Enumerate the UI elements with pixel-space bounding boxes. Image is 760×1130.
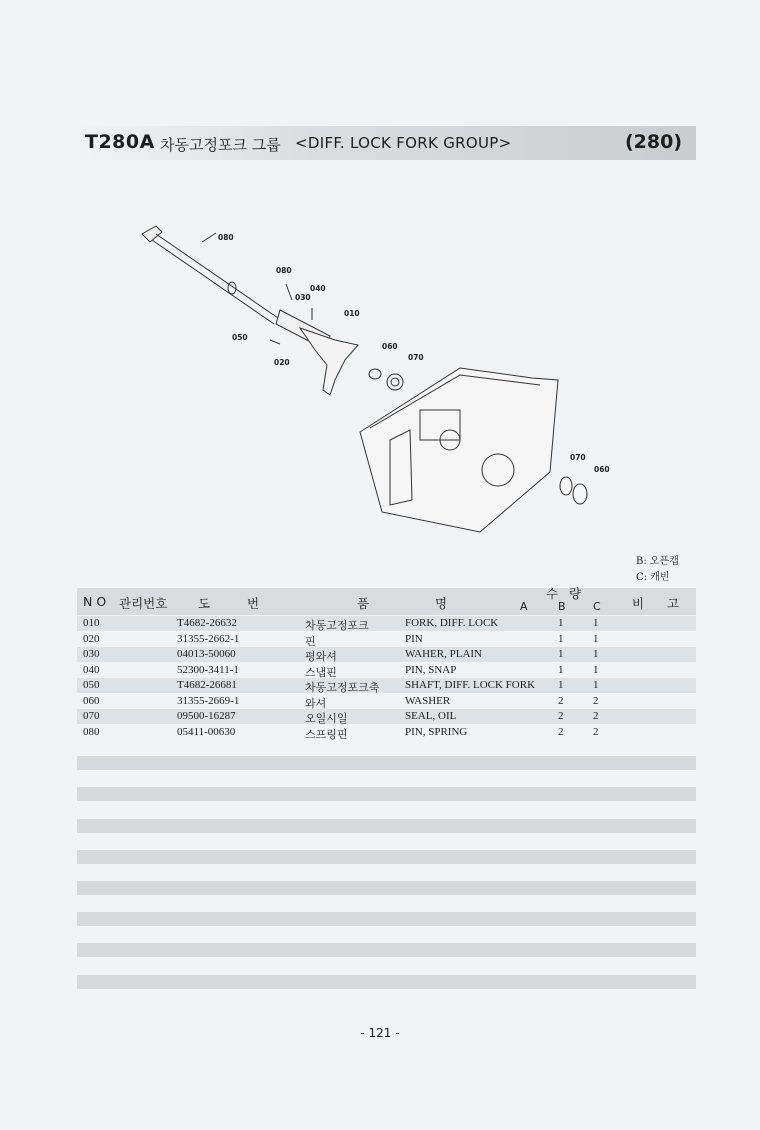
header-item-1: 품: [357, 596, 370, 611]
exploded-parts-diagram: [120, 200, 640, 540]
empty-row-band: [77, 850, 696, 864]
table-row: [77, 694, 696, 709]
empty-row-band: [77, 975, 696, 989]
header-remarks-2: 고: [667, 596, 680, 611]
table-row: [77, 632, 696, 647]
header-no: N O: [83, 594, 107, 609]
header-drawing-2: 번: [247, 596, 260, 611]
cell-name-en: WAHER, PLAIN: [405, 648, 482, 660]
cell-name-kr: 핀: [305, 635, 316, 648]
empty-row-band: [77, 912, 696, 926]
empty-row-band: [77, 819, 696, 833]
cell-qty-c: 1: [593, 663, 599, 676]
cell-qty-b: 2: [558, 725, 564, 738]
page-number: - 121 -: [360, 1026, 400, 1040]
cell-qty-b: 1: [558, 648, 564, 660]
cell-no: 030: [83, 648, 100, 660]
cell-qty-c: 1: [593, 648, 599, 660]
callout-label: 080: [276, 266, 292, 275]
callout-label: 060: [382, 342, 398, 351]
cell-no: 020: [83, 632, 100, 645]
header-drawing-1: 도: [198, 596, 211, 611]
cell-qty-c: 2: [593, 710, 599, 722]
cell-name-en: SEAL, OIL: [405, 710, 457, 722]
cell-name-en: PIN, SPRING: [405, 725, 468, 738]
callout-label: 020: [274, 358, 290, 367]
cell-name-en: SHAFT, DIFF. LOCK FORK: [405, 679, 536, 691]
header-item-2: 명: [435, 596, 448, 611]
table-row: [77, 663, 696, 678]
cell-name-en: WASHER: [405, 694, 451, 707]
cell-no: 070: [83, 710, 100, 722]
cell-name-kr: 평와셔: [305, 651, 337, 663]
transmission-case-drawing: [360, 368, 587, 532]
group-title-en: <DIFF. LOCK FORK GROUP>: [295, 134, 512, 152]
title-bar: [77, 126, 696, 160]
cell-qty-b: 1: [558, 663, 564, 676]
cell-qty-b: 1: [558, 617, 564, 629]
cell-name-kr: 와셔: [305, 697, 327, 710]
table-row: [77, 616, 696, 631]
cell-qty-c: 1: [593, 632, 599, 645]
cell-qty-b: 2: [558, 694, 564, 707]
cell-drawing-no: T4682-26632: [177, 617, 237, 629]
cell-name-kr: 스냅핀: [305, 666, 337, 679]
table-row: [77, 725, 696, 740]
cell-qty-b: 2: [558, 710, 564, 722]
callout-label: 070: [408, 353, 424, 362]
shaft-drawing: [142, 226, 403, 395]
callout-label: 010: [344, 309, 360, 318]
header-mgmt-no: 관리번호: [119, 596, 168, 611]
cell-qty-c: 2: [593, 725, 599, 738]
cell-drawing-no: 05411-00630: [177, 725, 236, 738]
empty-row-band: [77, 756, 696, 770]
callout-label: 030: [295, 293, 311, 302]
header-b: B: [558, 600, 566, 613]
cell-drawing-no: 31355-2662-1: [177, 632, 240, 645]
legend-b: B: 오픈캡: [636, 556, 679, 567]
cell-qty-c: 2: [593, 694, 599, 707]
empty-row-band: [77, 881, 696, 895]
cell-name-en: FORK, DIFF. LOCK: [405, 617, 499, 629]
callout-label: 080: [218, 233, 234, 242]
cell-no: 060: [83, 694, 100, 707]
callout-label: 050: [232, 333, 248, 342]
cell-qty-b: 1: [558, 679, 564, 691]
cell-qty-c: 1: [593, 679, 599, 691]
callout-label: 060: [594, 465, 610, 474]
cell-name-kr: 차동고정포크축: [305, 682, 380, 694]
header-qty-2: 량: [569, 586, 582, 601]
table-header: [77, 588, 696, 615]
group-number: (280): [624, 131, 682, 153]
header-qty-1: 수: [546, 586, 559, 601]
cell-qty-c: 1: [593, 617, 599, 629]
table-row: [77, 647, 696, 662]
table-row: [77, 709, 696, 724]
legend-c: C: 캐빈: [636, 572, 670, 583]
callout-label: 040: [310, 284, 326, 293]
callout-label: 070: [570, 453, 586, 462]
header-c: C: [593, 600, 601, 613]
cell-no: 050: [83, 679, 100, 691]
cell-name-en: PIN: [405, 632, 423, 645]
cell-no: 040: [83, 663, 100, 676]
cell-name-kr: 차동고정포크: [305, 620, 369, 632]
cell-drawing-no: 52300-3411-1: [177, 663, 239, 676]
cell-no: 010: [83, 617, 100, 629]
cell-name-kr: 스프링핀: [305, 728, 348, 741]
header-a: A: [520, 600, 528, 613]
cell-drawing-no: 09500-16287: [177, 710, 236, 722]
table-row: [77, 678, 696, 693]
cell-name-en: PIN, SNAP: [405, 663, 457, 676]
cell-name-kr: 오일시일: [305, 713, 348, 725]
empty-row-band: [77, 943, 696, 957]
group-title-kr: 차동고정포크 그룹: [160, 136, 281, 154]
header-remarks-1: 비: [632, 596, 645, 611]
cell-no: 080: [83, 725, 100, 738]
cell-qty-b: 1: [558, 632, 564, 645]
cell-drawing-no: 31355-2669-1: [177, 694, 240, 707]
group-code: T280A: [85, 131, 155, 153]
cell-drawing-no: T4682-26681: [177, 679, 237, 691]
empty-row-band: [77, 787, 696, 801]
cell-drawing-no: 04013-50060: [177, 648, 236, 660]
